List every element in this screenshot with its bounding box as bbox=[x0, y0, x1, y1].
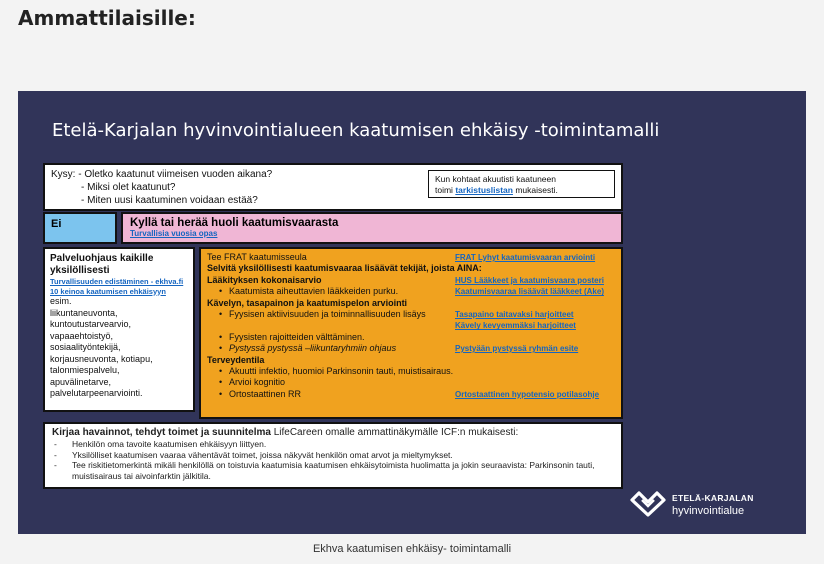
frat-resource-link[interactable]: Kaatumisvaaraa lisäävät lääkkeet (Ake) bbox=[455, 287, 604, 297]
ask-line-3: - Miten uusi kaatuminen voidaan estää? bbox=[81, 195, 258, 206]
record-title-rest: LifeCareen omalle ammattinäkymälle ICF:n mukaisesti: bbox=[270, 427, 519, 438]
frat-row bbox=[207, 377, 615, 388]
frat-row-text: Fyysisten rajoitteiden välttäminen. bbox=[229, 331, 365, 342]
frat-row-text: Akuutti infektio, huomioi Parkinsonin tauti, muistisairaus. bbox=[229, 365, 454, 376]
frat-row bbox=[207, 252, 615, 263]
service-item: liikuntaneuvonta, bbox=[50, 307, 118, 318]
service-item: kuntoutustarvearvio, bbox=[50, 319, 132, 329]
logo-line-2: hyvinvointialue bbox=[672, 505, 745, 517]
ask-line-2: - Miksi olet kaatunut? bbox=[81, 182, 176, 193]
checklist-link[interactable]: tarkistuslistan bbox=[455, 185, 513, 195]
frat-row bbox=[207, 320, 615, 331]
service-title-1: Palveluohjaus kaikille bbox=[50, 253, 154, 264]
record-item: - Tee riskitietomerkintä mikäli henkilöllä on toistuvia kaatumisia kaatumisen ehkäisytoimista huolimatta ja jokin seuraavista: Parkinsonin tauti, muistisairaus tai aivoinfarktin jälkitila. bbox=[52, 460, 614, 481]
frat-row bbox=[207, 286, 615, 297]
yes-box bbox=[121, 212, 623, 244]
urgent-pre: toimi bbox=[435, 185, 453, 195]
frat-resource-link[interactable]: Ortostaattinen hypotensio potilasohje bbox=[455, 389, 600, 399]
frat-row bbox=[207, 263, 615, 274]
frat-row bbox=[207, 343, 615, 354]
frat-rows bbox=[207, 252, 615, 400]
service-item: sosiaalityöntekijä, bbox=[50, 342, 121, 352]
service-item: talonmiespalvelu, bbox=[50, 365, 120, 375]
urgent-post: mukaisesti. bbox=[515, 185, 558, 195]
frat-row-text: Lääkityksen kokonaisarvio bbox=[207, 274, 322, 285]
frat-resource-link[interactable]: Kävely kevyemmäksi harjoitteet bbox=[455, 321, 576, 331]
service-item: apuvälinetarve, bbox=[50, 376, 112, 387]
frat-row bbox=[207, 275, 615, 286]
logo-heart-icon bbox=[630, 491, 666, 517]
frat-row bbox=[207, 389, 615, 400]
ask-line-1: Kysy: - Oletko kaatunut viimeisen vuoden aikana? bbox=[51, 169, 273, 180]
safe-years-guide-link[interactable]: Turvallisia vuosia opas bbox=[130, 229, 218, 238]
logo-line-1: ETELÄ-KARJALAN bbox=[672, 493, 754, 503]
record-title bbox=[52, 427, 614, 439]
frat-row-text: Kävelyn, tasapainon ja kaatumispelon arviointi bbox=[207, 297, 408, 308]
frat-row-text: Kaatumista aiheuttavien lääkkeiden purku. bbox=[229, 286, 399, 297]
record-box bbox=[43, 422, 623, 489]
service-items bbox=[50, 296, 188, 400]
frat-row-text: Terveydentila bbox=[207, 354, 265, 365]
record-item: - Yksilölliset kaatumisen vaaraa vähentävät toimet, joissa näkyvät henkilön omat arvot ja mieltymykset. bbox=[52, 450, 614, 461]
diagram-title: Etelä-Karjalan hyvinvointialueen kaatumisen ehkäisy -toimintamalli bbox=[52, 120, 660, 141]
frat-row bbox=[207, 332, 615, 343]
service-item: vapaaehtoistyö, bbox=[50, 330, 114, 341]
frat-row-text: Selvitä yksilöllisesti kaatumisvaaraa lisäävät tekijät, joista AINA: bbox=[207, 263, 482, 274]
frat-row bbox=[207, 355, 615, 366]
frat-row bbox=[207, 366, 615, 377]
yes-title: Kyllä tai herää huoli kaatumisvaarasta bbox=[130, 217, 339, 229]
service-item: palvelutarpeenarviointi. bbox=[50, 388, 143, 398]
safety-promotion-link[interactable]: Turvallisuuden edistäminen - ekhva.fi bbox=[50, 277, 184, 286]
record-items bbox=[52, 439, 614, 481]
no-box: Ei bbox=[43, 212, 117, 244]
frat-box bbox=[199, 247, 623, 419]
frat-row-text: Fyysisen aktiivisuuden ja toiminnallisuuden lisäys bbox=[229, 308, 426, 319]
frat-resource-link[interactable]: HUS Lääkkeet ja kaatumisvaara posteri bbox=[455, 275, 604, 285]
frat-row-text: Ortostaattinen RR bbox=[229, 388, 302, 399]
service-guidance-box bbox=[43, 247, 195, 412]
urgent-note bbox=[428, 170, 615, 198]
organization-logo bbox=[630, 491, 754, 522]
image-caption: Ekhva kaatumisen ehkäisy- toimintamalli bbox=[312, 543, 512, 555]
ten-ways-link[interactable]: 10 keinoa kaatumisen ehkäisyyn bbox=[50, 286, 166, 296]
frat-row-text: Tee FRAT kaatumisseula bbox=[207, 252, 307, 262]
page-heading: Ammattilaisille: bbox=[18, 6, 196, 30]
record-item: - Henkilön oma tavoite kaatumisen ehkäisyyn liittyen. bbox=[52, 439, 614, 450]
record-title-bold: Kirjaa havainnot, tehdyt toimet ja suunnitelma bbox=[52, 427, 271, 438]
urgent-line-2 bbox=[435, 185, 608, 196]
service-item: esim. bbox=[50, 296, 72, 306]
frat-row-text: Arvioi kognitio bbox=[229, 377, 286, 388]
diagram-panel bbox=[18, 91, 806, 534]
ask-box bbox=[43, 163, 623, 211]
frat-row bbox=[207, 298, 615, 309]
urgent-line-1: Kun kohtaat akuutisti kaatuneen bbox=[435, 174, 556, 184]
frat-resource-link[interactable]: Tasapaino taitavaksi harjoitteet bbox=[455, 309, 574, 319]
frat-row bbox=[207, 309, 615, 320]
frat-resource-link[interactable]: Pystyään pystyssä ryhmän esite bbox=[455, 344, 579, 354]
service-item: korjausneuvonta, kotiapu, bbox=[50, 353, 153, 364]
frat-row-text: Pystyssä pystyssä –liikuntaryhmiin ohjaus bbox=[229, 343, 397, 354]
service-title-2: yksilöllisesti bbox=[50, 265, 110, 276]
frat-resource-link[interactable]: FRAT Lyhyt kaatumisvaaran arviointi bbox=[455, 253, 596, 262]
